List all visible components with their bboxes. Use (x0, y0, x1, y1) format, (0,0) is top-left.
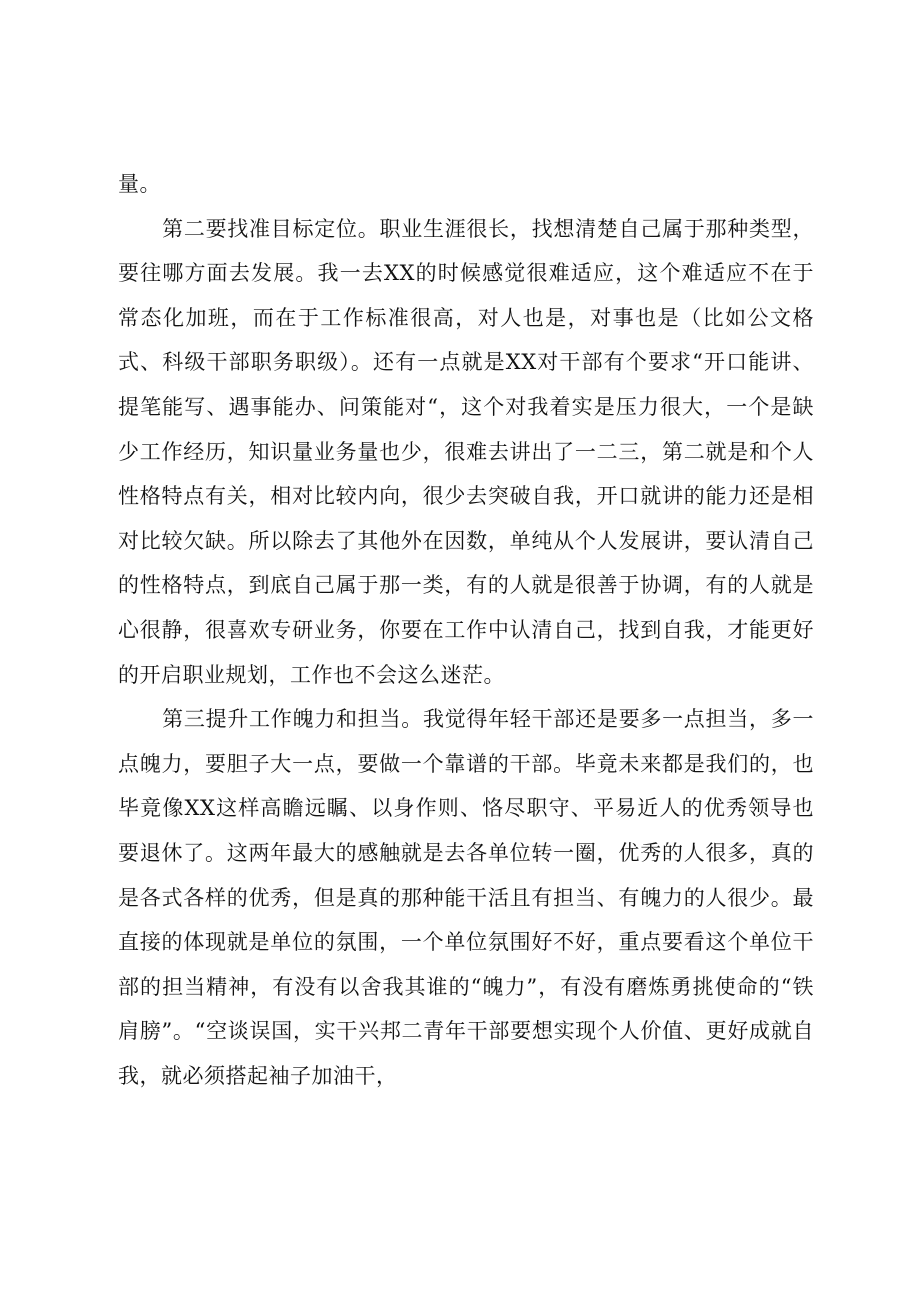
paragraph-target-positioning: 第二要找准目标定位。职业生涯很长，找想清楚自己属于那种类型，要往哪方面去发展。我一去XX的时候感觉很难适应，这个难适应不在于常态化加班，而在于工作标准很高，对人也是，对事也是（比如公文格式、科级干部职务职级）。还有一点就是XX对干部有个要求“开口能讲、提笔能写、遇事能办、问策能对“，这个对我着实是压力很大，一个是缺少工作经历，知识量业务量也少，很难去讲出了一二三，第二就是和个人性格特点有关，相对比较内向，很少去突破自我，开口就讲的能力还是相对比较欠缺。所以除去了其他外在因数，单纯从个人发展讲，要认清自己的性格特点，到底自己属于那一类，有的人就是很善于协调，有的人就是心很静，很喜欢专研业务，你要在工作中认清自己，找到自我，才能更好的开启职业规划，工作也不会这么迷茫。 (118, 216, 814, 687)
paragraph-continuation: 量。 (118, 172, 161, 196)
document-body (118, 162, 814, 1098)
paragraph-courage-responsibility: 第三提升工作魄力和担当。我觉得年轻干部还是要多一点担当，多一点魄力，要胆子大一点，要做一个靠谱的干部。毕竟未来都是我们的，也毕竟像XX这样高瞻远瞩、以身作则、恪尽职守、平易近人的优秀领导也要退休了。这两年最大的感触就是去各单位转一圈，优秀的人很多，真的是各式各样的优秀，但是真的那种能干活且有担当、有魄力的人很少。最直接的体现就是单位的氛围，一个单位氛围好不好，重点要看这个单位干部的担当精神，有没有以舍我其谁的“魄力”，有没有磨炼勇挑使命的“铁肩膀”。“空谈误国，实干兴邦二青年干部要想实现个人价值、更好成就自我，就必须搭起袖子加油干， (118, 707, 814, 1088)
